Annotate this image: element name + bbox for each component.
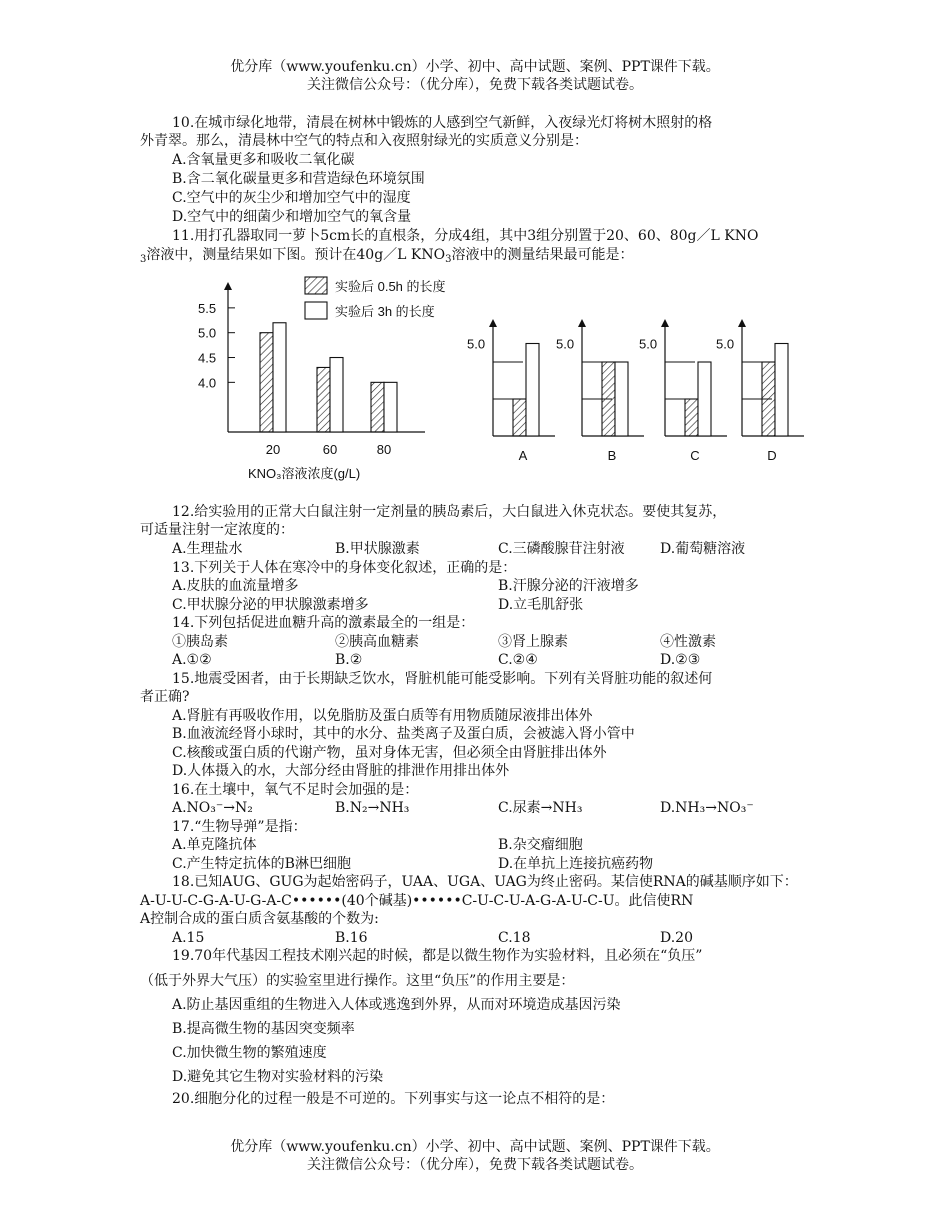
- q17-option-b: B.杂交瘤细胞: [498, 837, 583, 853]
- q11-sub-2: 3: [445, 254, 452, 265]
- panel-label: C: [690, 448, 700, 463]
- q18-stem-3: A控制合成的蛋白质含氨基酸的个数为:: [140, 911, 379, 927]
- q18-stem-1: 18.已知AUG、GUG为起始密码子，UAA、UGA、UAG为终止密码。某信使RNA的碱基顺序如下：: [172, 874, 798, 890]
- q13-option-a: A.皮肤的血流量增多: [172, 578, 299, 594]
- main-x-tick-label: 60: [322, 442, 338, 457]
- q13-stem: 13.下列关于人体在寒冷中的身体变化叙述，正确的是：: [172, 560, 517, 576]
- panel-y-label: 5.0: [639, 336, 658, 352]
- main-y-axis-arrow: [224, 282, 232, 290]
- q17-option-d: D.在单抗上连接抗癌药物: [498, 856, 654, 872]
- q10-stem-2: 外青翠。那么，清晨林中空气的特点和入夜照射绿光的实质意义分别是：: [140, 133, 588, 149]
- q18-option-a: A.15: [172, 930, 205, 946]
- q11-stem-1: 11.用打孔器取同一萝卜5cm长的直根条，分成4组，其中3组分别置于20、60、80g／L KNO: [172, 228, 759, 244]
- legend-label-0-5h: 实验后 0.5h 的长度: [335, 279, 446, 294]
- main-y-tick-label: 5.0: [198, 325, 217, 341]
- q16-option-d: D.NH₃→NO₃⁻: [660, 800, 754, 816]
- panel-label: B: [607, 448, 617, 463]
- q17-option-c: C.产生特定抗体的B淋巴细胞: [172, 856, 351, 872]
- legend-swatch-0-5h: [305, 277, 327, 294]
- q20-stem: 20.细胞分化的过程一般是不可逆的。下列事实与这一论点不相符的是：: [172, 1091, 615, 1107]
- q19-option-b: B.提高微生物的基因突变频率: [172, 1021, 355, 1037]
- panel-bar-3h: [775, 344, 788, 437]
- q19-stem-1: 19.70年代基因工程技术刚兴起的时候，都是以微生物作为实验材料，且必须在“负压”: [172, 948, 703, 964]
- q10-option-a: A.含氧量更多和吸收二氧化碳: [172, 152, 355, 168]
- panel-y-axis-arrow: [578, 319, 586, 327]
- q10-option-b: B.含二氧化碳量更多和营造绿色环境氛围: [172, 171, 425, 187]
- panel-bar-3h: [526, 344, 539, 437]
- q13-option-b: B.汗腺分泌的汗液增多: [498, 578, 639, 594]
- main-x-tick-label: 80: [376, 442, 392, 457]
- header-line-1: 优分库（www.youfenku.cn）小学、初中、高中试题、案例、PPT课件下载。: [230, 59, 720, 75]
- q12-stem-2: 可适量注射一定浓度的：: [140, 522, 294, 538]
- footer-line-2: 关注微信公众号：（优分库），免费下载各类试题试卷。: [307, 1157, 643, 1173]
- q17-option-a: A.单克隆抗体: [172, 837, 257, 853]
- q13-option-d: D.立毛肌舒张: [498, 597, 584, 613]
- bar-0-5h: [371, 382, 384, 432]
- panel-y-axis-arrow: [661, 319, 669, 327]
- q14-stem: 14.下列包括促进血糖升高的激素最全的一组是：: [172, 615, 475, 631]
- header-line-2: 关注微信公众号：（优分库），免费下载各类试题试卷。: [307, 77, 643, 93]
- panel-bar-0-5h: [685, 399, 698, 436]
- q16-stem: 16.在土壤中，氧气不足时会加强的是：: [172, 782, 419, 798]
- q18-stem-2: A-U-U-C-G-A-U-G-A-C••••••(40个碱基)••••••C-U-C-U-A-G-A-U-C-U。此信使RN: [140, 893, 694, 909]
- q14-option-b: B.②: [335, 652, 363, 668]
- panel-bar-0-5h: [762, 362, 775, 436]
- q11-stem-2-post: 溶液中的测量结果最可能是：: [451, 247, 634, 263]
- main-x-tick-label: 20: [265, 442, 281, 457]
- q16-option-b: B.N₂→NH₃: [335, 800, 410, 816]
- legend-swatch-3h: [305, 302, 327, 319]
- panel-y-label: 5.0: [467, 336, 486, 352]
- q19-option-a: A.防止基因重组的生物进入人体或逃逸到外界，从而对环境造成基因污染: [172, 997, 621, 1013]
- q13-option-c: C.甲状腺分泌的甲状腺激素增多: [172, 597, 369, 613]
- q15-option-d: D.人体摄入的水，大部分经由肾脏的排泄作用排出体外: [172, 763, 510, 779]
- q18-option-b: B.16: [335, 930, 368, 946]
- q15-option-a: A.肾脏有再吸收作用，以免脂肪及蛋白质等有用物质随尿液排出体外: [172, 708, 593, 724]
- q14-item-2: ②胰高血糖素: [335, 634, 419, 650]
- q14-item-1: ①胰岛素: [172, 634, 228, 650]
- q15-stem-2: 者正确?: [140, 689, 190, 705]
- q15-option-b: B.血液流经肾小球时，其中的水分、盐类离子及蛋白质，会被滤入肾小管中: [172, 726, 635, 742]
- q12-option-c: C.三磷酸腺苷注射液: [498, 541, 625, 557]
- main-x-label: KNO₃溶液浓度(g/L): [248, 466, 361, 481]
- footer-line-1: 优分库（www.youfenku.cn）小学、初中、高中试题、案例、PPT课件下载。: [230, 1139, 720, 1155]
- q19-option-c: C.加快微生物的繁殖速度: [172, 1045, 327, 1061]
- q14-item-3: ③肾上腺素: [498, 634, 568, 650]
- panel-label: A: [518, 448, 528, 463]
- main-chart: [198, 277, 446, 481]
- q10-option-d: D.空气中的细菌少和增加空气的氧含量: [172, 209, 412, 225]
- main-y-tick-label: 4.5: [198, 350, 217, 366]
- panel-bar-3h: [615, 362, 628, 436]
- option-charts: [467, 319, 804, 463]
- bar-3h: [384, 382, 397, 432]
- q11-sub-1: 3: [140, 254, 147, 265]
- panel-y-axis-arrow: [738, 319, 746, 327]
- q16-option-c: C.尿素→NH₃: [498, 800, 583, 816]
- main-y-tick-label: 4.0: [198, 375, 217, 391]
- panel-bar-0-5h: [513, 399, 526, 436]
- q14-option-c: C.②④: [498, 652, 538, 668]
- bar-3h: [273, 323, 286, 432]
- q17-stem: 17.“生物导弹”是指：: [172, 819, 307, 835]
- q10-option-c: C.空气中的灰尘少和增加空气中的湿度: [172, 190, 411, 206]
- q11-stem-2-mid: 溶液中，测量结果如下图。预计在40g／L KNO: [146, 247, 446, 263]
- q19-stem-2: （低于外界大气压）的实验室里进行操作。这里“负压”的作用主要是：: [140, 973, 575, 989]
- q18-option-c: C.18: [498, 930, 531, 946]
- q12-option-b: B.甲状腺激素: [335, 541, 420, 557]
- panel-bar-3h: [698, 362, 711, 436]
- panel-y-label: 5.0: [556, 336, 575, 352]
- panel-label: D: [767, 448, 777, 463]
- panel-y-axis-arrow: [489, 319, 497, 327]
- q14-item-4: ④性激素: [660, 634, 716, 650]
- q15-option-c: C.核酸或蛋白质的代谢产物，虽对身体无害，但必须全由肾脏排出体外: [172, 745, 607, 761]
- q10-stem-1: 10.在城市绿化地带，清晨在树林中锻炼的人感到空气新鲜，入夜绿光灯将树木照射的格: [172, 115, 713, 131]
- q18-option-d: D.20: [660, 930, 693, 946]
- q12-option-a: A.生理盐水: [172, 541, 243, 557]
- panel-y-label: 5.0: [716, 336, 735, 352]
- q16-option-a: A.NO₃⁻→N₂: [172, 800, 253, 816]
- q12-stem-1: 12.给实验用的正常大白鼠注射一定剂量的胰岛素后，大白鼠进入休克状态。要使其复苏，: [172, 504, 727, 520]
- q14-option-a: A.①②: [172, 652, 212, 668]
- legend-label-3h: 实验后 3h 的长度: [335, 304, 435, 319]
- q14-option-d: D.②③: [660, 652, 701, 668]
- q19-option-d: D.避免其它生物对实验材料的污染: [172, 1069, 384, 1085]
- main-y-tick-label: 5.5: [198, 300, 217, 316]
- q15-stem-1: 15.地震受困者，由于长期缺乏饮水，肾脏机能可能受影响。下列有关肾脏功能的叙述何: [172, 671, 713, 687]
- bar-0-5h: [260, 333, 273, 432]
- q12-option-d: D.葡萄糖溶液: [660, 541, 746, 557]
- panel-bar-0-5h: [602, 362, 615, 436]
- bar-3h: [330, 358, 343, 432]
- bar-0-5h: [317, 367, 330, 432]
